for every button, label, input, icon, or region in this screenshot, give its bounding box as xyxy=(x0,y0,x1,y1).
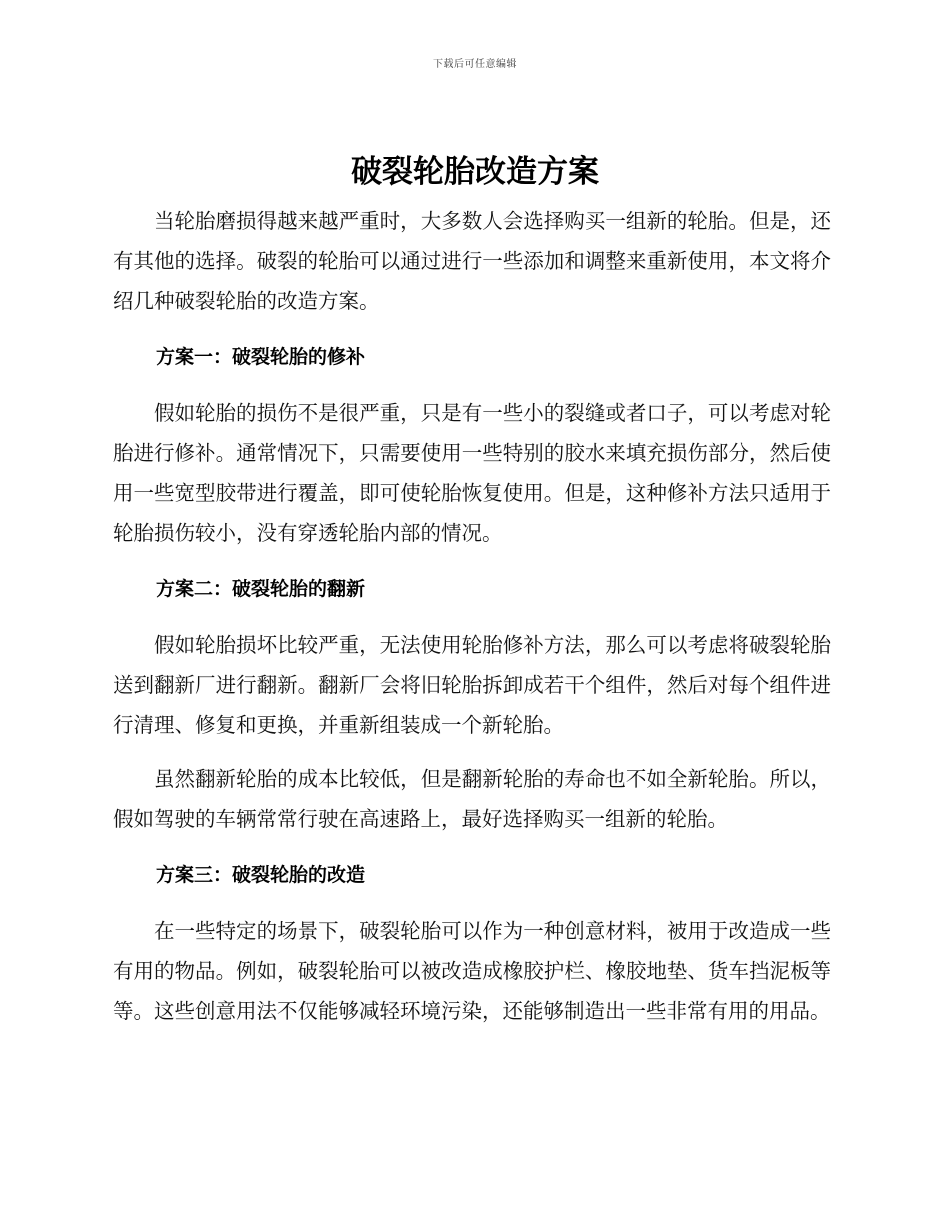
header-note: 下载后可任意编辑 xyxy=(433,59,517,70)
document-body xyxy=(113,201,831,1031)
section-1-paragraph-1: 假如轮胎的损伤不是很严重，只是有一些小的裂缝或者口子，可以考虑对轮胎进行修补。通常情况下，只需要使用一些特别的胶水来填充损伤部分，然后使用一些宽型胶带进行覆盖，即可使轮胎恢复使用。但是，这种修补方法只适用于轮胎损伤较小，没有穿透轮胎内部的情况。 xyxy=(113,401,831,545)
section-2-paragraph-1: 假如轮胎损坏比较严重，无法使用轮胎修补方法，那么可以考虑将破裂轮胎送到翻新厂进行翻新。翻新厂会将旧轮胎拆卸成若干个组件，然后对每个组件进行清理、修复和更换，并重新组装成一个新轮胎。 xyxy=(113,633,831,737)
section-3-paragraph-1: 在一些特定的场景下，破裂轮胎可以作为一种创意材料，被用于改造成一些有用的物品。例如，破裂轮胎可以被改造成橡胶护栏、橡胶地垫、货车挡泥板等等。这些创意用法不仅能够减轻环境污染，还能够制造出一些非常有用的用品。 xyxy=(113,919,831,1023)
intro-paragraph: 当轮胎磨损得越来越严重时，大多数人会选择购买一组新的轮胎。但是，还有其他的选择。破裂的轮胎可以通过进行一些添加和调整来重新使用，本文将介绍几种破裂轮胎的改造方案。 xyxy=(113,209,831,313)
page-title: 破裂轮胎改造方案 xyxy=(351,154,599,190)
section-2-paragraph-2: 虽然翻新轮胎的成本比较低，但是翻新轮胎的寿命也不如全新轮胎。所以，假如驾驶的车辆常常行驶在高速路上，最好选择购买一组新的轮胎。 xyxy=(113,767,831,831)
section-heading-2: 方案二：破裂轮胎的翻新 xyxy=(156,578,366,600)
section-heading-1: 方案一：破裂轮胎的修补 xyxy=(156,346,366,368)
section-heading-3: 方案三：破裂轮胎的改造 xyxy=(156,864,366,886)
